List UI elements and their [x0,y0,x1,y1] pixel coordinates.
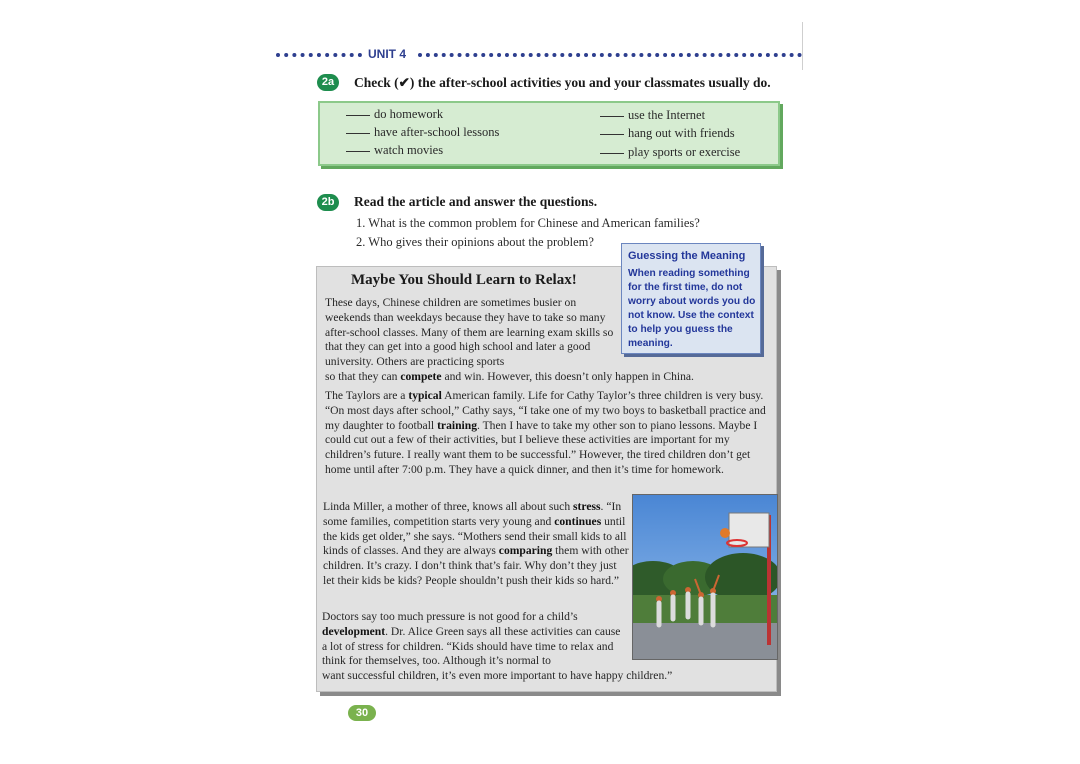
header-dots-left [276,53,362,57]
check-blank[interactable] [346,151,370,152]
checklist-label: play sports or exercise [628,145,741,159]
check-blank[interactable] [600,116,624,117]
activities-checklist [318,101,780,166]
question-1: 1. What is the common problem for Chinese and American families? [356,216,700,230]
para-4-start: Doctors say too much pressure is not good for a child’s development. Dr. Alice Green says all these activities can cause a lot of stress for children. “Kids should have time to relax and think for themselves, too. Although it’s normal to [322,610,621,668]
check-blank[interactable] [346,133,370,134]
para-1-start: These days, Chinese children are sometimes busier on weekends than weekdays because they have to take so many after-school classes. Many of them are learning exam skills so that they can get into a good high school and later a good university. Others are practicing sports [325,296,614,369]
article-title: Maybe You Should Learn to Relax! [351,272,577,288]
check-blank[interactable] [600,134,624,135]
checklist-item[interactable] [600,126,735,141]
checklist-item[interactable] [346,107,443,122]
checklist-label: use the Internet [628,108,706,122]
header-dots-right [418,53,802,57]
checklist-label: hang out with friends [628,126,735,140]
guessing-meaning-title: Guessing the Meaning [628,250,746,262]
check-blank[interactable] [600,153,624,154]
section-2a-badge: 2a [317,74,339,91]
checklist-item[interactable] [600,108,705,123]
basketball-photo [632,494,778,660]
question-2: 2. Who gives their opinions about the problem? [356,235,594,249]
para-4-end: want successful children, it’s even more important to have happy children.” [322,669,673,683]
basketball-photo-illustration [633,495,777,659]
check-blank[interactable] [346,115,370,116]
checklist-label: watch movies [374,143,444,157]
para-1-end: so that they can compete and win. However, this doesn’t only happen in China. [325,369,694,383]
checklist-item[interactable] [346,125,499,140]
article-paragraph-2: The Taylors are a typical American family. Life for Cathy Taylor’s three children is very busy. “On most days after school,” Cathy says, “I take one of my two boys to basketball practice and my daughter to football training. Then I have to take my other son to piano lessons. Maybe I could cut out a few of their activities, but I believe these activities are important for my children’s future. I really want them to be successful.” However, the tired children don’t get home until after 7:00 p.m. They have a quick dinner, and then it’s time for homework. [325,389,766,476]
section-2a-instruction: Check (✔) the after-school activities you and your classmates usually do. [354,75,771,90]
checklist-label: do homework [374,107,444,121]
checklist-item[interactable] [600,145,740,160]
guessing-meaning-text: When reading something for the first time, do not worry about words you do not know. Use the context to help you guess the meaning. [628,268,756,349]
article-paragraph-3: Linda Miller, a mother of three, knows all about such stress. “In some families, competition starts very young and continues until the kids get older,” she says. “Mothers send their small kids to all kinds of classes. And they are always comparing them with other children. It’s crazy. I don’t think that’s fair. Why don’t they just let their kids be kids? People shouldn’t push their kids so hard.” [323,500,629,587]
checklist-label: have after-school lessons [374,125,500,139]
checklist-item[interactable] [346,143,443,158]
page-number: 30 [348,705,376,721]
page-edge-line [802,22,803,70]
section-2b-instruction: Read the article and answer the questions. [354,194,598,209]
unit-title: UNIT 4 [368,47,407,61]
guessing-meaning-box [621,243,761,354]
section-2b-badge: 2b [317,194,339,211]
